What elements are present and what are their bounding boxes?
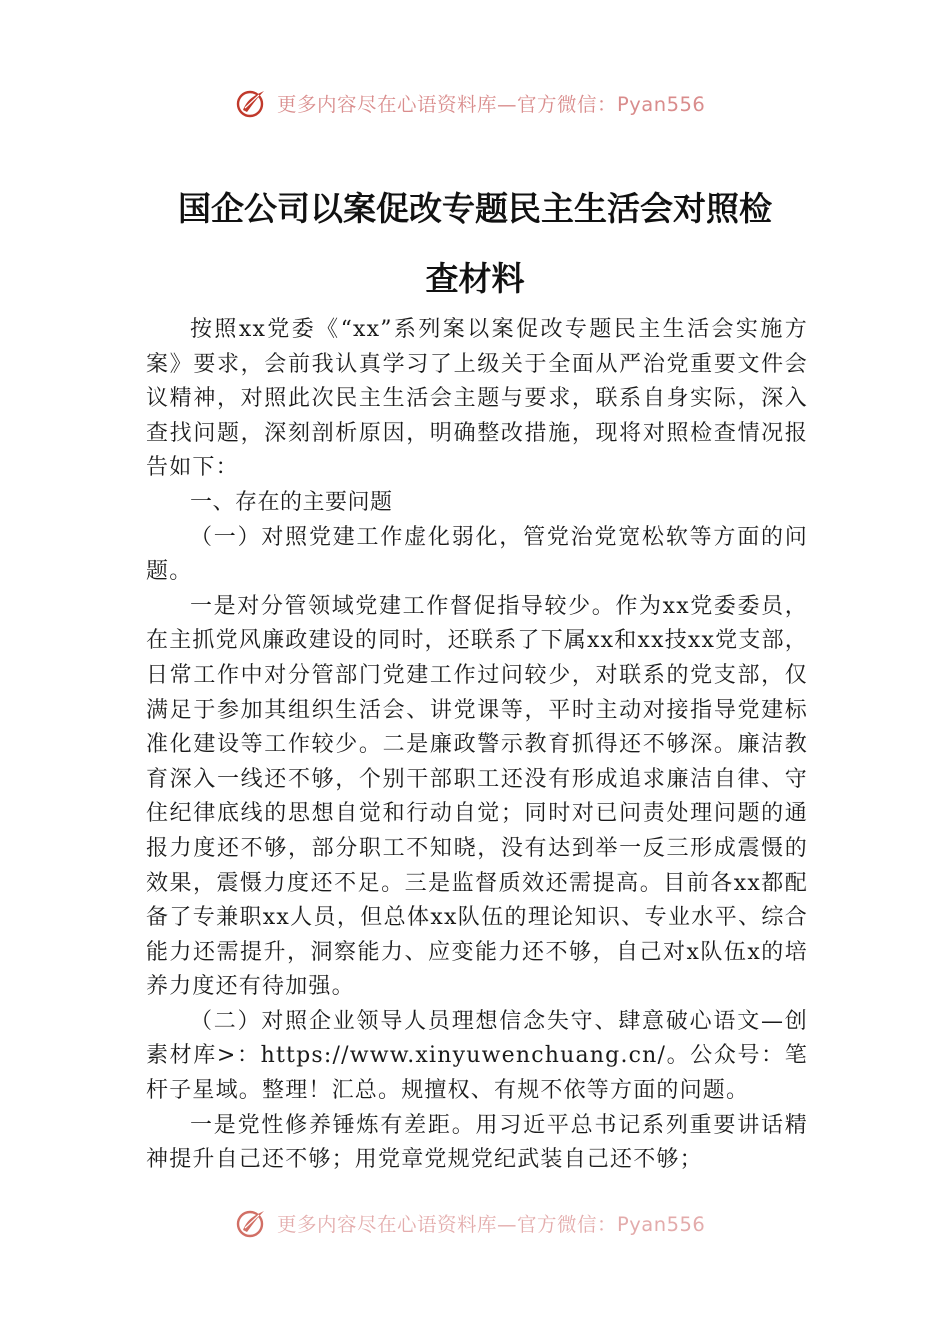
brand-logo-icon	[235, 1206, 269, 1240]
document-body	[146, 313, 808, 1213]
header-banner-text: 更多内容尽在心语资料库—官方微信：Pyan556	[277, 93, 706, 116]
subsection-heading-1: （一）对照党建工作虚化弱化，管党治党宽松软等方面的问题。	[146, 524, 808, 585]
section-heading: 一、存在的主要问题	[190, 489, 393, 515]
subsection-heading-2: （二）对照企业领导人员理想信念失守、肆意破心语文—创素材库>：https://www.xinyuwenchuang.cn/。公众号：笔杆子星域。整理！汇总。规擅权、有规不依等方面的问题。	[146, 1008, 808, 1104]
intro-paragraph: 按照xx党委《“xx”系列案以案促改专题民主生活会实施方案》要求，会前我认真学习了上级关于全面从严治党重要文件会议精神，对照此次民主生活会主题与要求，联系自身实际，深入查找问题，深刻剖析原因，明确整改措施，现将对照检查情况报告如下：	[146, 317, 808, 481]
brand-logo-icon	[235, 86, 269, 120]
body-paragraph-1: 一是对分管领域党建工作督促指导较少。作为xx党委委员，在主抓党风廉政建设的同时，还联系了下属xx和xx技xx党支部，日常工作中对分管部门党建工作过问较少，对联系的党支部，仅满足于参加其组织生活会、讲党课等，平时主动对接指导党建标准化建设等工作较少。二是廉政警示教育抓得还不够深。廉洁教育深入一线还不够，个别干部职工还没有形成追求廉洁自律、守住纪律底线的思想自觉和行动自觉；同时对已问责处理问题的通报力度还不够，部分职工不知晓，没有达到举一反三形成震慑的效果，震慑力度还不足。三是监督质效还需提高。目前各xx都配备了专兼职xx人员，但总体xx队伍的理论知识、专业水平、综合能力还需提升，洞察能力、应变能力还不够，自己对x队伍x的培养力度还有待加强。	[146, 593, 808, 1000]
body-paragraph-2: 一是党性修养锤炼有差距。用习近平总书记系列重要讲话精神提升自己还不够；用党章党规党纪武装自己还不够；	[146, 1112, 808, 1173]
header-banner	[235, 83, 705, 123]
document-title-line-1: 国企公司以案促改专题民主生活会对照检	[178, 189, 772, 228]
footer-banner	[235, 1203, 705, 1243]
document-title-line-2: 查材料	[425, 259, 525, 298]
footer-banner-text: 更多内容尽在心语资料库—官方微信：Pyan556	[277, 1213, 706, 1236]
